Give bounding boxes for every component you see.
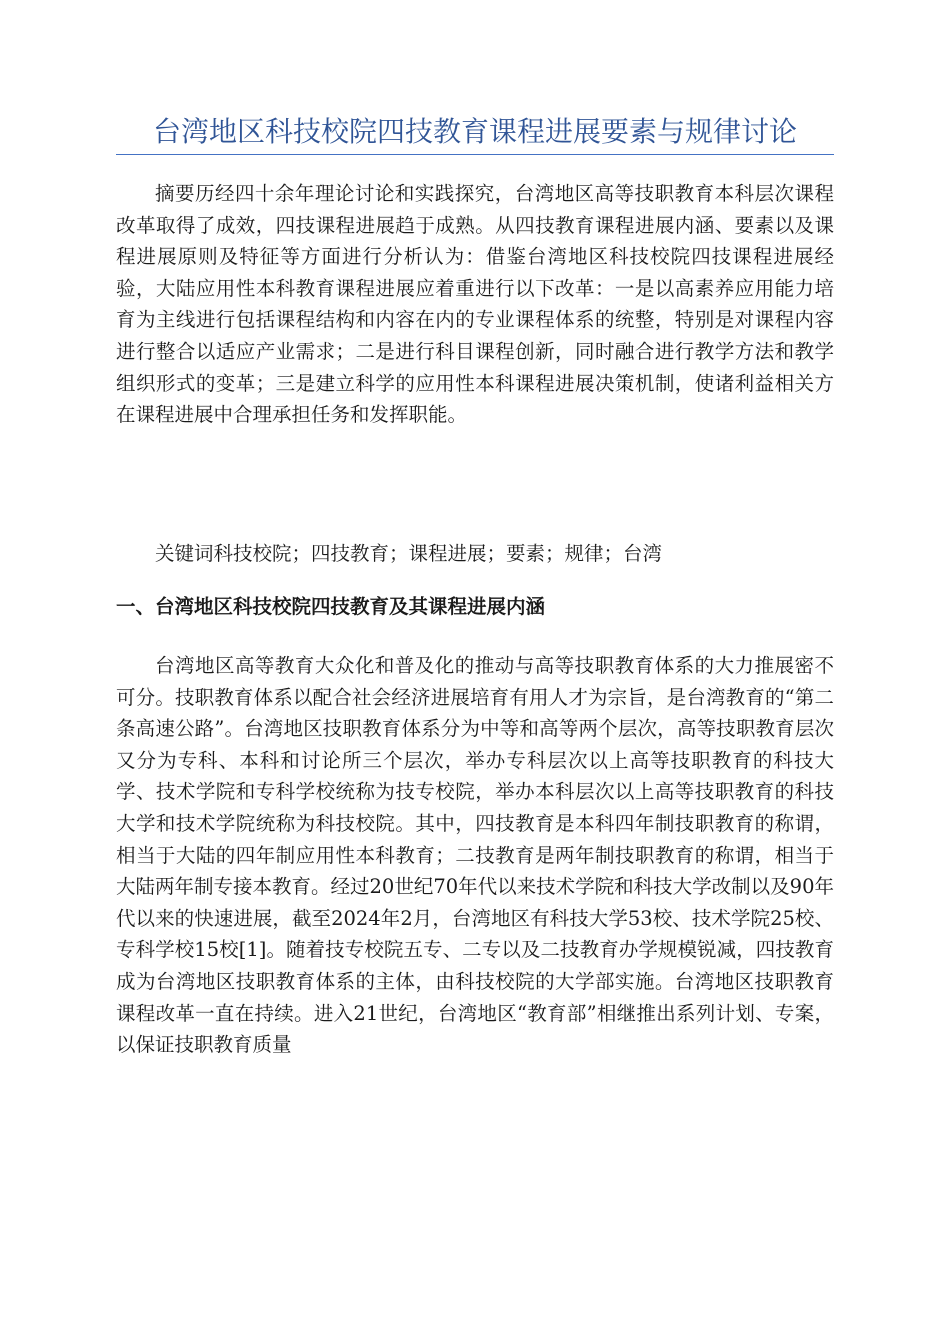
document-title: 台湾地区科技校院四技教育课程进展要素与规律讨论 xyxy=(152,115,797,148)
abstract-paragraph: 摘要历经四十余年理论讨论和实践探究，台湾地区高等技职教育本科层次课程改革取得了成效，四技课程进展趋于成熟。从四技教育课程进展内涵、要素以及课程进展原则及特征等方面进行分析认为：借鉴台湾地区科技校院四技课程进展经验，大陆应用性本科教育课程进展应着重进行以下改革：一是以高素养应用能力培育为主线进行包括课程结构和内容在内的专业课程体系的统整，特别是对课程内容进行整合以适应产业需求；二是进行科目课程创新，同时融合进行教学方法和教学组织形式的变革；三是建立科学的应用性本科课程进展决策机制，使诸利益相关方在课程进展中合理承担任务和发挥职能。 xyxy=(116,182,834,427)
title-underline xyxy=(116,154,834,155)
section-heading: 一、台湾地区科技校院四技教育及其课程进展内涵 xyxy=(116,595,546,618)
keywords-line: 关键词科技校院；四技教育；课程进展；要素；规律；台湾 xyxy=(155,542,663,565)
section-paragraph: 台湾地区高等教育大众化和普及化的推动与高等技职教育体系的大力推展密不可分。技职教育体系以配合社会经济进展培育有用人才为宗旨，是台湾教育的“第二条高速公路”。台湾地区技职教育体系分为中等和高等两个层次，高等技职教育层次又分为专科、本科和讨论所三个层次，举办专科层次以上高等技职教育的科技大学、技术学院和专科学校统称为技专校院，举办本科层次以上高等技职教育的科技大学和技术学院统称为科技校院。其中，四技教育是本科四年制技职教育的称谓，相当于大陆的四年制应用性本科教育；二技教育是两年制技职教育的称谓，相当于大陆两年制专接本教育。经过20世纪70年代以来技术学院和科技大学改制以及90年代以来的快速进展，截至2024年2月，台湾地区有科技大学53校、技术学院25校、专科学校15校[1]。随着技专校院五专、二专以及二技教育办学规模锐减，四技教育成为台湾地区技职教育体系的主体，由科技校院的大学部实施。台湾地区技职教育课程改革一直在持续。进入21世纪，台湾地区“教育部”相继推出系列计划、专案，以保证技职教育质量 xyxy=(116,654,834,1057)
